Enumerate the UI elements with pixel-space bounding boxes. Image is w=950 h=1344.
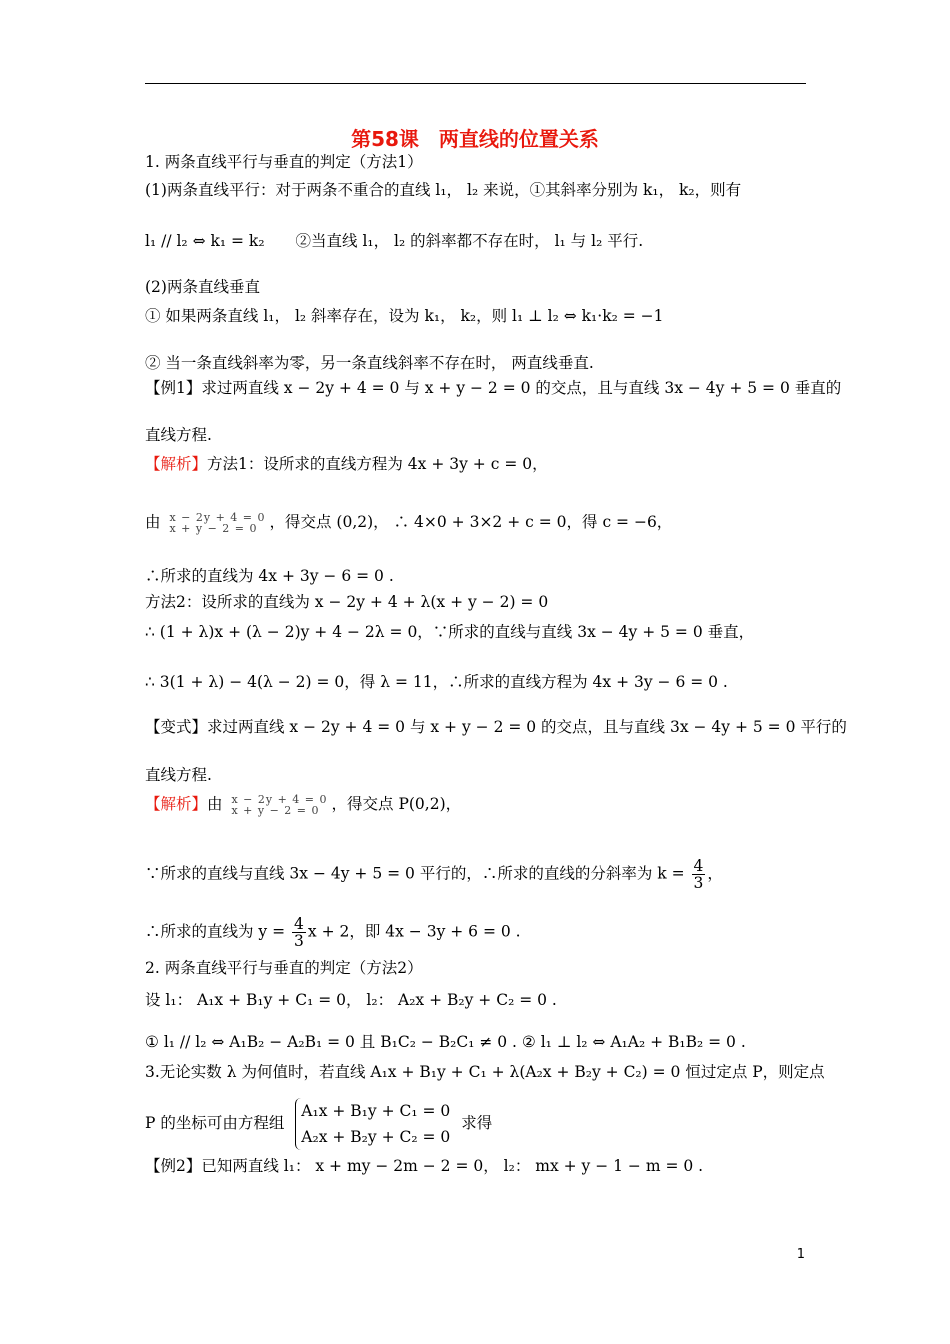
text-line: 【例1】求过两直线 x − 2y + 4 = 0 与 x + y − 2 = 0 的交点，且与直线 3x − 4y + 5 = 0 垂直的 bbox=[145, 379, 842, 397]
text-line: ① 如果两条直线 l₁， l₂ 斜率存在，设为 k₁， k₂，则 l₁ ⊥ l₂ ⇔ k₁·k₂ = −1 bbox=[145, 307, 664, 325]
text-line: 方法2：设所求的直线为 x − 2y + 4 + λ(x + y − 2) = 0 bbox=[145, 593, 549, 611]
equation-system bbox=[295, 1098, 450, 1150]
page-title: 第58课 两直线的位置关系 bbox=[351, 127, 599, 151]
text-span: ，得交点 (0,2)， ∴ 4×0 + 3×2 + c = 0，得 c = −6， bbox=[269, 513, 673, 531]
text-span: 求得 bbox=[461, 1114, 493, 1132]
text-line bbox=[145, 512, 810, 534]
fraction-numerator: 4 bbox=[294, 915, 304, 933]
text-span: 方法1：设所求的直线方程为 4x + 3y + c = 0， bbox=[207, 455, 548, 473]
fraction bbox=[292, 916, 306, 949]
system-equation: A₁x + B₁y + C₁ = 0 bbox=[301, 1102, 451, 1120]
text-line: 【例2】已知两直线 l₁： x + my − 2m − 2 = 0， l₂： mx + y − 1 − m = 0 . bbox=[145, 1157, 704, 1175]
text-line: ② 当一条直线斜率为零，另一条直线斜率不存在时， 两直线垂直. bbox=[145, 354, 594, 372]
analysis-label: 【解析】 bbox=[145, 795, 208, 813]
fraction bbox=[692, 858, 706, 891]
text-span: x + 2，即 4x − 3y + 6 = 0 . bbox=[307, 922, 521, 941]
text-line: 设 l₁： A₁x + B₁y + C₁ = 0， l₂： A₂x + B₂y + C₂ = 0 . bbox=[145, 991, 557, 1009]
text-span: P 的坐标可由方程组 bbox=[145, 1114, 285, 1132]
text-line: ∴ (1 + λ)x + (λ − 2)y + 4 − 2λ = 0，∵所求的直线与直线 3x − 4y + 5 = 0 垂直， bbox=[145, 623, 755, 641]
header-rule bbox=[145, 83, 806, 84]
text-line bbox=[145, 454, 810, 474]
text-span: ，得交点 P(0,2)， bbox=[331, 795, 462, 813]
text-line: 【变式】求过两直线 x − 2y + 4 = 0 与 x + y − 2 = 0 的交点，且与直线 3x − 4y + 5 = 0 平行的 bbox=[145, 718, 847, 736]
text-line: 2. 两条直线平行与垂直的判定（方法2） bbox=[145, 959, 423, 977]
text-line bbox=[145, 231, 810, 251]
text-span: ∵所求的直线与直线 3x − 4y + 5 = 0 平行的，∴所求的直线的分斜率为 k = bbox=[145, 864, 690, 883]
text-line bbox=[145, 794, 810, 816]
system-equation: A₂x + B₂y + C₂ = 0 bbox=[301, 1128, 451, 1146]
text-line bbox=[145, 858, 810, 891]
text-span: ， bbox=[707, 864, 723, 883]
text-span: 由 bbox=[207, 795, 223, 813]
text-span: ∴所求的直线为 y = bbox=[145, 922, 291, 941]
text-line: ① l₁ // l₂ ⇔ A₁B₂ − A₂B₁ = 0 且 B₁C₂ − B₂C₁ ≠ 0 . ② l₁ ⊥ l₂ ⇔ A₁A₂ + B₁B₂ = 0 . bbox=[145, 1033, 746, 1051]
text-line: ∴ 3(1 + λ) − 4(λ − 2) = 0，得 λ = 11，∴所求的直线方程为 4x + 3y − 6 = 0 . bbox=[145, 673, 728, 691]
system-equation: x − 2y + 4 = 0 bbox=[231, 793, 328, 806]
fraction-denominator: 3 bbox=[294, 932, 304, 950]
system-equation: x + y − 2 = 0 bbox=[231, 804, 320, 817]
text-line: 1. 两条直线平行与垂直的判定（方法1） bbox=[145, 153, 423, 171]
equation-system bbox=[169, 512, 265, 534]
text-line: (2)两条直线垂直 bbox=[145, 278, 260, 296]
text-line: (1)两条直线平行：对于两条不重合的直线 l₁， l₂ 来说，①其斜率分别为 k₁， k₂，则有 bbox=[145, 181, 742, 199]
text-span: 由 bbox=[145, 513, 161, 531]
fraction-numerator: 4 bbox=[693, 857, 704, 875]
text-span: l₁ // l₂ ⇔ k₁ = k₂ ②当直线 l₁， l₂ 的斜率都不存在时， l₁ 与 l₂ 平行. bbox=[145, 232, 644, 250]
text-line: 直线方程. bbox=[145, 426, 212, 444]
equation-system bbox=[231, 794, 327, 816]
analysis-label: 【解析】 bbox=[145, 455, 208, 473]
text-line bbox=[145, 916, 810, 949]
text-line bbox=[145, 1098, 810, 1150]
text-line: ∴所求的直线为 4x + 3y − 6 = 0 . bbox=[145, 567, 394, 585]
system-equation: x − 2y + 4 = 0 bbox=[169, 511, 266, 524]
fraction-denominator: 3 bbox=[693, 874, 704, 892]
system-equation: x + y − 2 = 0 bbox=[169, 522, 258, 535]
text-line: 直线方程. bbox=[145, 766, 212, 784]
text-line: 3.无论实数 λ 为何值时，若直线 A₁x + B₁y + C₁ + λ(A₂x + B₂y + C₂) = 0 恒过定点 P，则定点 bbox=[145, 1063, 825, 1081]
page-number: 1 bbox=[796, 1247, 805, 1262]
